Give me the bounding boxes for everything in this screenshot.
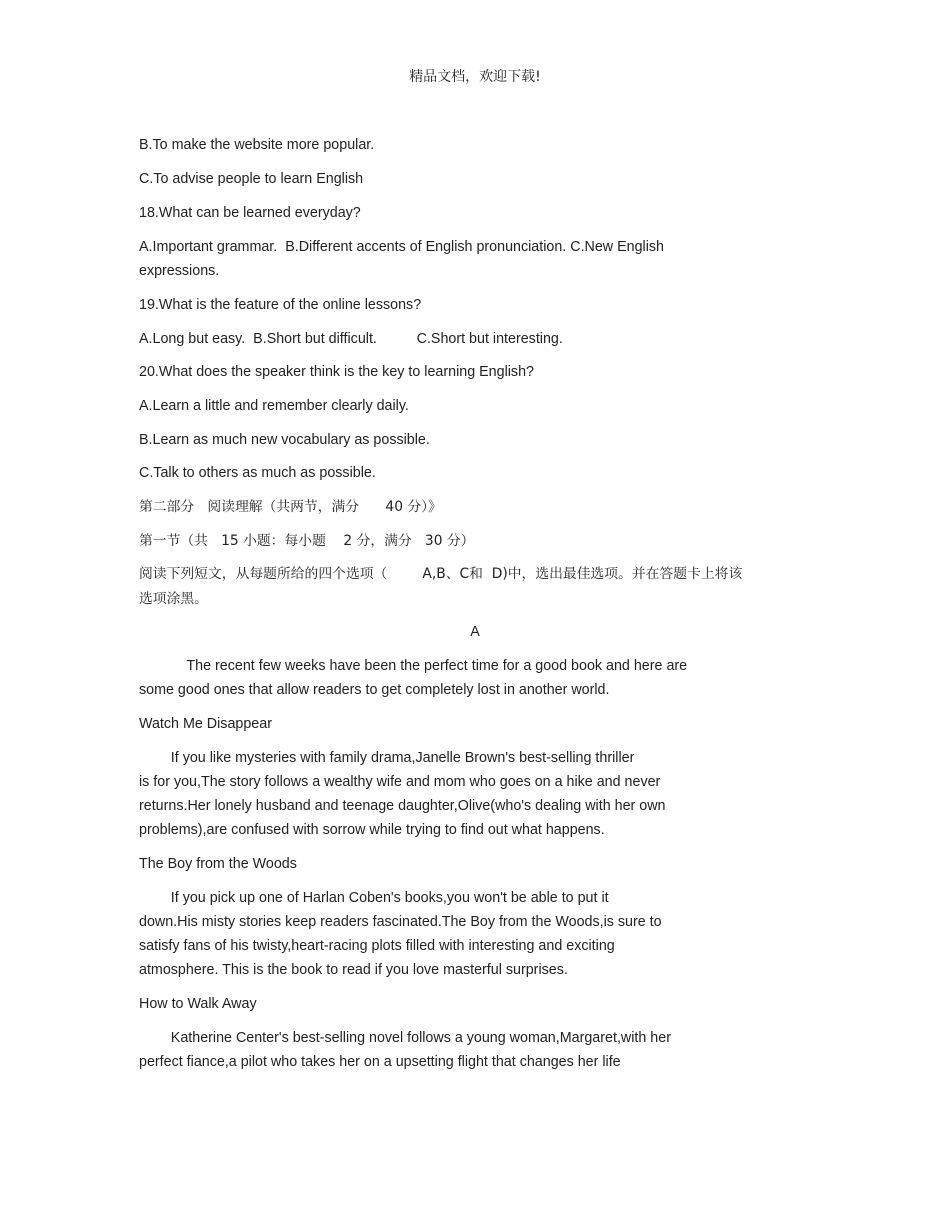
book-title-3: How to Walk Away — [139, 996, 257, 1012]
question-20-option-a: A.Learn a little and remember clearly daily. — [139, 398, 409, 414]
book-2-text-3: satisfy fans of his twisty,heart-racing plots filled with interesting and exciting — [139, 938, 615, 954]
book-1-text-4: problems),are confused with sorrow while trying to find out what happens. — [139, 822, 605, 838]
question-19: 19.What is the feature of the online lessons? — [139, 297, 422, 313]
question-20-option-b: B.Learn as much new vocabulary as possible. — [139, 432, 430, 448]
question-18: 18.What can be learned everyday? — [139, 205, 361, 221]
question-20-option-c: C.Talk to others as much as possible. — [139, 465, 376, 481]
option-c-line: C.To advise people to learn English — [139, 171, 364, 187]
book-3-text-2: perfect fiance,a pilot who takes her on a upsetting flight that changes her life — [139, 1054, 621, 1070]
part-two-heading: 第二部分 阅读理解（共两节，满分 40 分）》 — [139, 499, 442, 515]
option-b-line: B.To make the website more popular. — [139, 137, 375, 153]
book-1-text-1: If you like mysteries with family drama,Janelle Brown's best-selling thriller — [139, 750, 635, 766]
section-one-heading: 第一节（共 15 小题：每小题 2 分，满分 30 分） — [139, 533, 475, 549]
question-18-options-cont: expressions. — [139, 263, 220, 279]
passage-intro-2: some good ones that allow readers to get completely lost in another world. — [139, 682, 610, 698]
book-2-text-4: atmosphere. This is the book to read if you love masterful surprises. — [139, 962, 568, 978]
question-20: 20.What does the speaker think is the key to learning English? — [139, 364, 534, 380]
page-header: 精品文档，欢迎下载! — [409, 69, 541, 85]
passage-letter: A — [470, 624, 480, 640]
passage-intro-1: The recent few weeks have been the perfect time for a good book and here are — [139, 658, 688, 674]
book-1-text-3: returns.Her lonely husband and teenage daughter,Olive(who's dealing with her own — [139, 798, 666, 814]
book-1-text-2: is for you,The story follows a wealthy wife and mom who goes on a hike and never — [139, 774, 661, 790]
book-title-2: The Boy from the Woods — [139, 856, 297, 872]
instructions-line-1: 阅读下列短文，从每题所给的四个选项（ A,B、C和 D)中，选出最佳选项。并在答题卡上将该 — [139, 566, 743, 582]
question-18-options: A.Important grammar. B.Different accents of English pronunciation. C.New English — [139, 239, 664, 255]
book-title-1: Watch Me Disappear — [139, 716, 272, 732]
instructions-line-2: 选项涂黑。 — [139, 591, 208, 607]
book-2-text-1: If you pick up one of Harlan Coben's books,you won't be able to put it — [139, 890, 609, 906]
question-19-options: A.Long but easy. B.Short but difficult. C.Short but interesting. — [139, 331, 563, 347]
book-2-text-2: down.His misty stories keep readers fascinated.The Boy from the Woods,is sure to — [139, 914, 662, 930]
book-3-text-1: Katherine Center's best-selling novel follows a young woman,Margaret,with her — [139, 1030, 671, 1046]
